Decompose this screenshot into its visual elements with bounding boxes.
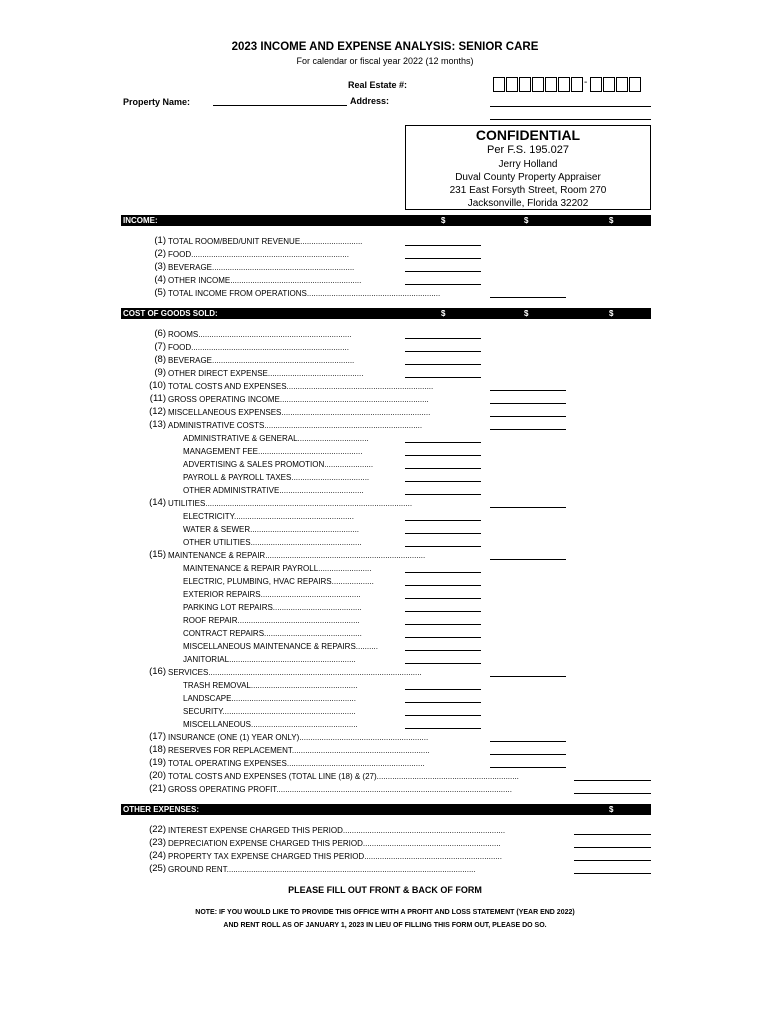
line-number: (11) (149, 393, 166, 404)
amount-field[interactable] (405, 442, 481, 443)
line-number: (10) (149, 380, 166, 391)
line-label: MANAGEMENT FEE............................................... (183, 447, 363, 456)
amount-field[interactable] (490, 741, 566, 742)
line-label: GROSS OPERATING PROFIT.......................................................................................................... (168, 785, 512, 794)
amount-field[interactable] (574, 780, 651, 781)
real-estate-dash: - (584, 77, 588, 88)
line-label: OTHER INCOME........................................................... (168, 276, 362, 285)
line-label: ADMINISTRATIVE & GENERAL................................ (183, 434, 369, 443)
amount-field[interactable] (405, 284, 481, 285)
fill-out-notice: PLEASE FILL OUT FRONT & BACK OF FORM (288, 885, 482, 895)
income-section-bar (121, 215, 651, 226)
other-expenses-section-bar (121, 804, 651, 815)
line-number: (6) (154, 328, 166, 339)
amount-field[interactable] (405, 364, 481, 365)
line-label: SERVICES................................................................................................ (168, 668, 422, 677)
confidential-box (405, 125, 651, 210)
confidential-heading: CONFIDENTIAL (475, 127, 581, 143)
line-label: LANDSCAPE........................................................ (183, 694, 356, 703)
line-label: DEPRECIATION EXPENSE CHARGED THIS PERIOD.............................................................. (168, 839, 501, 848)
amount-field[interactable] (405, 585, 481, 586)
line-number: (21) (149, 783, 166, 794)
line-label: TOTAL INCOME FROM OPERATIONS............................................................ (168, 289, 441, 298)
dollar-sign: $ (524, 216, 529, 225)
amount-field[interactable] (405, 546, 481, 547)
dollar-sign: $ (609, 805, 614, 814)
amount-field[interactable] (490, 390, 566, 391)
amount-field[interactable] (490, 403, 566, 404)
line-number: (13) (149, 419, 166, 430)
amount-field[interactable] (490, 676, 566, 677)
amount-field[interactable] (574, 873, 651, 874)
amount-field[interactable] (405, 481, 481, 482)
form-title: 2023 INCOME AND EXPENSE ANALYSIS: SENIOR CARE (231, 41, 539, 53)
amount-field[interactable] (405, 624, 481, 625)
line-label: JANITORIAL......................................................... (183, 655, 356, 664)
line-label: MISCELLANEOUS EXPENSES................................................................... (168, 408, 431, 417)
amount-field[interactable] (405, 520, 481, 521)
amount-field[interactable] (405, 728, 481, 729)
real-estate-label: Real Estate #: (348, 80, 408, 90)
line-label: UTILITIES............................................................................................. (168, 499, 413, 508)
line-label: FOOD....................................................................... (168, 250, 349, 259)
line-label: OTHER DIRECT EXPENSE........................................... (168, 369, 364, 378)
confidential-statute: Per F.S. 195.027 (487, 144, 569, 156)
line-number: (23) (149, 837, 166, 848)
amount-field[interactable] (405, 663, 481, 664)
amount-field[interactable] (405, 533, 481, 534)
property-name-label: Property Name: (123, 97, 191, 107)
amount-field[interactable] (490, 416, 566, 417)
line-label: ROOMS..................................................................... (168, 330, 352, 339)
note-line-2: AND RENT ROLL AS OF JANUARY 1, 2023 IN LIEU OF FILLING THIS FORM OUT, PLEASE DO SO. (223, 922, 547, 929)
note-line-1: NOTE: IF YOU WOULD LIKE TO PROVIDE THIS OFFICE WITH A PROFIT AND LOSS STATEMENT (YEAR END 2022) (195, 909, 575, 916)
amount-field[interactable] (405, 702, 481, 703)
line-number: (9) (154, 367, 166, 378)
amount-field[interactable] (405, 455, 481, 456)
dollar-sign: $ (609, 309, 614, 318)
line-label: PARKING LOT REPAIRS........................................ (183, 603, 362, 612)
appraiser-city: Jacksonville, Florida 32202 (467, 198, 589, 209)
amount-field[interactable] (405, 494, 481, 495)
amount-field[interactable] (574, 834, 651, 835)
amount-field[interactable] (490, 507, 566, 508)
line-label: TOTAL ROOM/BED/UNIT REVENUE............................ (168, 237, 363, 246)
line-label: ADMINISTRATIVE COSTS....................................................................... (168, 421, 423, 430)
appraiser-street: 231 East Forsyth Street, Room 270 (449, 185, 607, 196)
cogs-section-bar (121, 308, 651, 319)
line-label: BEVERAGE................................................................ (168, 356, 355, 365)
line-label: GROUND RENT................................................................................................................ (168, 865, 476, 874)
amount-field[interactable] (490, 429, 566, 430)
line-label: INSURANCE (ONE (1) YEAR ONLY).......................................................... (168, 733, 429, 742)
line-number: (4) (154, 274, 166, 285)
amount-field[interactable] (405, 689, 481, 690)
line-label: TOTAL OPERATING EXPENSES.............................................................. (168, 759, 425, 768)
line-label: TOTAL COSTS AND EXPENSES (TOTAL LINE (18) & (27)................................................................ (168, 772, 519, 781)
appraiser-office: Duval County Property Appraiser (455, 172, 601, 183)
line-label: GROSS OPERATING INCOME................................................................... (168, 395, 429, 404)
line-number: (2) (154, 248, 166, 259)
line-label: INTEREST EXPENSE CHARGED THIS PERIOD......................................................................... (168, 826, 506, 835)
amount-field[interactable] (405, 351, 481, 352)
amount-field[interactable] (405, 468, 481, 469)
address-field-line-2[interactable] (490, 119, 651, 120)
amount-field[interactable] (405, 598, 481, 599)
line-label: MISCELLANEOUS MAINTENANCE & REPAIRS.......... (183, 642, 379, 651)
income-section-title: INCOME: (123, 216, 158, 225)
amount-field[interactable] (490, 754, 566, 755)
line-label: OTHER UTILITIES.................................................. (183, 538, 362, 547)
line-label: SECURITY............................................................ (183, 707, 356, 716)
amount-field[interactable] (405, 271, 481, 272)
line-number: (3) (154, 261, 166, 272)
amount-field[interactable] (490, 767, 566, 768)
line-label: TRASH REMOVAL................................................ (183, 681, 358, 690)
dollar-sign: $ (441, 309, 446, 318)
line-number: (18) (149, 744, 166, 755)
line-number: (7) (154, 341, 166, 352)
dollar-sign: $ (441, 216, 446, 225)
line-number: (14) (149, 497, 166, 508)
amount-field[interactable] (405, 637, 481, 638)
real-estate-number-field[interactable] (493, 77, 651, 92)
cogs-section-title: COST OF GOODS SOLD: (123, 309, 218, 318)
line-label: PROPERTY TAX EXPENSE CHARGED THIS PERIOD.............................................................. (168, 852, 503, 861)
line-number: (24) (149, 850, 166, 861)
form-subtitle: For calendar or fiscal year 2022 (12 months) (296, 56, 474, 66)
appraiser-name: Jerry Holland (498, 159, 558, 170)
line-number: (20) (149, 770, 166, 781)
line-number: (17) (149, 731, 166, 742)
amount-field[interactable] (490, 297, 566, 298)
line-number: (19) (149, 757, 166, 768)
line-label: OTHER ADMINISTRATIVE...................................... (183, 486, 364, 495)
line-number: (15) (149, 549, 166, 560)
line-label: MAINTENANCE & REPAIR........................................................................ (168, 551, 426, 560)
line-label: ROOF REPAIR....................................................... (183, 616, 360, 625)
property-name-field[interactable] (213, 105, 347, 106)
line-number: (8) (154, 354, 166, 365)
line-number: (16) (149, 666, 166, 677)
line-label: FOOD....................................................................... (168, 343, 349, 352)
amount-field[interactable] (574, 793, 651, 794)
amount-field[interactable] (405, 611, 481, 612)
line-label: ADVERTISING & SALES PROMOTION...................... (183, 460, 374, 469)
line-label: WATER & SEWER................................................. (183, 525, 360, 534)
amount-field[interactable] (574, 860, 651, 861)
line-label: CONTRACT REPAIRS............................................ (183, 629, 362, 638)
line-number: (25) (149, 863, 166, 874)
address-label: Address: (350, 96, 390, 106)
line-label: TOTAL COSTS AND EXPENSES.................................................................. (168, 382, 434, 391)
line-number: (12) (149, 406, 166, 417)
amount-field[interactable] (574, 847, 651, 848)
line-number: (1) (154, 235, 166, 246)
amount-field[interactable] (405, 377, 481, 378)
line-label: MISCELLANEOUS................................................ (183, 720, 358, 729)
other-expenses-section-title: OTHER EXPENSES: (123, 805, 200, 814)
line-label: EXTERIOR REPAIRS............................................. (183, 590, 361, 599)
amount-field[interactable] (405, 650, 481, 651)
amount-field[interactable] (405, 245, 481, 246)
address-field-line-1[interactable] (490, 106, 651, 107)
line-label: PAYROLL & PAYROLL TAXES................................... (183, 473, 370, 482)
line-label: ELECTRIC, PLUMBING, HVAC REPAIRS................... (183, 577, 374, 586)
line-label: ELECTRICITY...................................................... (183, 512, 354, 521)
dollar-sign: $ (609, 216, 614, 225)
line-label: RESERVES FOR REPLACEMENT.............................................................. (168, 746, 430, 755)
amount-field[interactable] (405, 338, 481, 339)
dollar-sign: $ (524, 309, 529, 318)
line-label: BEVERAGE................................................................ (168, 263, 355, 272)
amount-field[interactable] (490, 559, 566, 560)
amount-field[interactable] (405, 572, 481, 573)
line-label: MAINTENANCE & REPAIR PAYROLL........................ (183, 564, 372, 573)
line-number: (5) (154, 287, 166, 298)
line-number: (22) (149, 824, 166, 835)
amount-field[interactable] (405, 715, 481, 716)
amount-field[interactable] (405, 258, 481, 259)
